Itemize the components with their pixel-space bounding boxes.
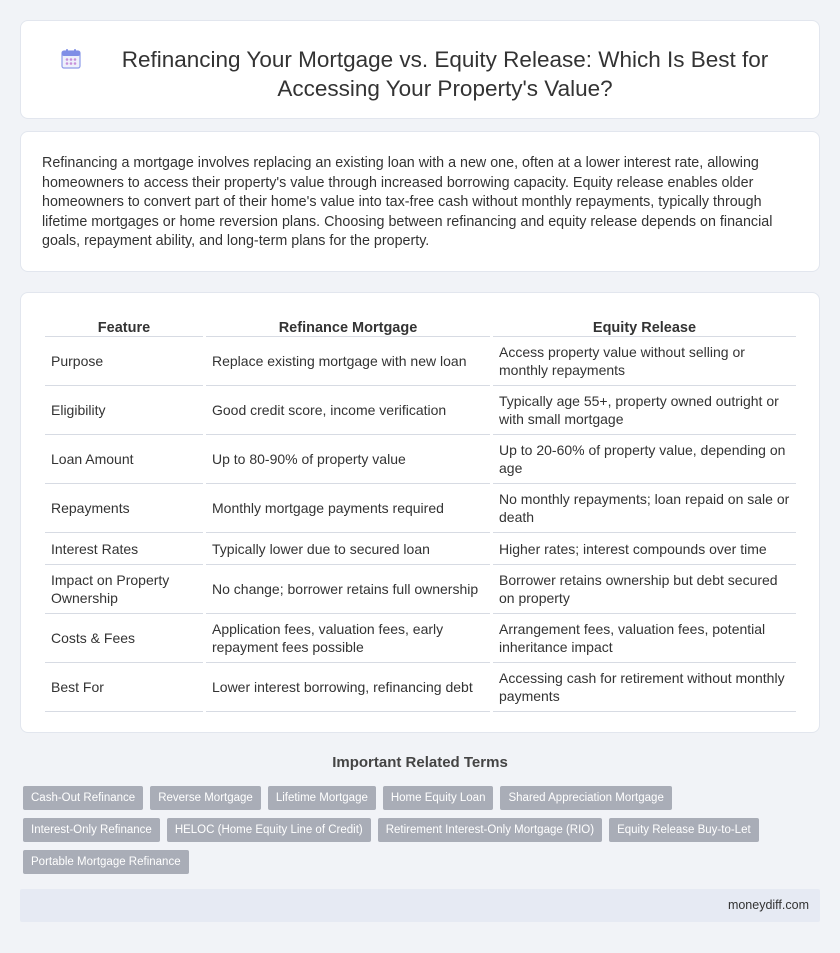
table-cell: Purpose [45, 337, 203, 386]
related-term-tag[interactable]: Interest-Only Refinance [23, 818, 160, 842]
intro-paragraph: Refinancing a mortgage involves replacing an existing loan with a new one, often at a lower interest rate, allowing homeowners to access their property's value through increased borrowing capacity. Equity release enables older homeowners to convert part of their home's value into tax-free cash without monthly repayments, typically through lifetime mortgages or home reversion plans. Choosing between refinancing and equity release depends on financial goals, repayment ability, and long-term plans for the property. [42, 155, 773, 249]
table-cell: Typically age 55+, property owned outright or with small mortgage [493, 386, 796, 435]
comparison-table [42, 316, 799, 712]
site-credit-link[interactable]: moneydiff.com [727, 898, 809, 912]
table-cell: Eligibility [45, 386, 203, 435]
page-title: Refinancing Your Mortgage vs. Equity Release: Which Is Best for Accessing Your Property's Value? [121, 47, 769, 101]
comparison-table-card [20, 292, 820, 733]
table-row [45, 484, 796, 533]
table-cell: No monthly repayments; loan repaid on sale or death [493, 484, 796, 533]
table-cell: Repayments [45, 484, 203, 533]
table-cell: Interest Rates [45, 533, 203, 565]
table-cell: Higher rates; interest compounds over time [493, 533, 796, 565]
column-header-refinance: Refinance Mortgage [206, 316, 490, 337]
table-row [45, 663, 796, 712]
column-header-equity-release: Equity Release [493, 316, 796, 337]
table-row [45, 435, 796, 484]
table-cell: Typically lower due to secured loan [206, 533, 490, 565]
table-cell: Accessing cash for retirement without monthly payments [493, 663, 796, 712]
table-cell: Access property value without selling or monthly repayments [493, 337, 796, 386]
related-term-tag[interactable]: Portable Mortgage Refinance [23, 850, 189, 874]
related-terms-list [23, 786, 813, 874]
related-term-tag[interactable]: Home Equity Loan [383, 786, 494, 810]
table-cell: Impact on Property Ownership [45, 565, 203, 614]
related-terms-title: Important Related Terms [332, 754, 508, 771]
title-card [20, 20, 820, 119]
calendar-icon [60, 48, 82, 70]
footer-bar [20, 889, 820, 922]
table-cell: Borrower retains ownership but debt secured on property [493, 565, 796, 614]
table-row [45, 533, 796, 565]
table-cell: Loan Amount [45, 435, 203, 484]
table-cell: Replace existing mortgage with new loan [206, 337, 490, 386]
related-term-tag[interactable]: Lifetime Mortgage [268, 786, 376, 810]
intro-card [20, 131, 820, 272]
table-row [45, 386, 796, 435]
table-cell: Up to 20-60% of property value, depending on age [493, 435, 796, 484]
related-term-tag[interactable]: Shared Appreciation Mortgage [500, 786, 671, 810]
related-term-tag[interactable]: Retirement Interest-Only Mortgage (RIO) [378, 818, 602, 842]
table-row [45, 565, 796, 614]
related-term-tag[interactable]: Equity Release Buy-to-Let [609, 818, 759, 842]
table-cell: Good credit score, income verification [206, 386, 490, 435]
table-cell: Best For [45, 663, 203, 712]
related-term-tag[interactable]: HELOC (Home Equity Line of Credit) [167, 818, 371, 842]
table-cell: Up to 80-90% of property value [206, 435, 490, 484]
table-row [45, 614, 796, 663]
table-cell: Arrangement fees, valuation fees, potential inheritance impact [493, 614, 796, 663]
table-cell: No change; borrower retains full ownership [206, 565, 490, 614]
table-row [45, 337, 796, 386]
table-cell: Costs & Fees [45, 614, 203, 663]
table-cell: Lower interest borrowing, refinancing debt [206, 663, 490, 712]
table-cell: Application fees, valuation fees, early repayment fees possible [206, 614, 490, 663]
related-term-tag[interactable]: Cash-Out Refinance [23, 786, 143, 810]
related-term-tag[interactable]: Reverse Mortgage [150, 786, 261, 810]
column-header-feature: Feature [45, 316, 203, 337]
table-header-row [45, 316, 796, 337]
table-cell: Monthly mortgage payments required [206, 484, 490, 533]
